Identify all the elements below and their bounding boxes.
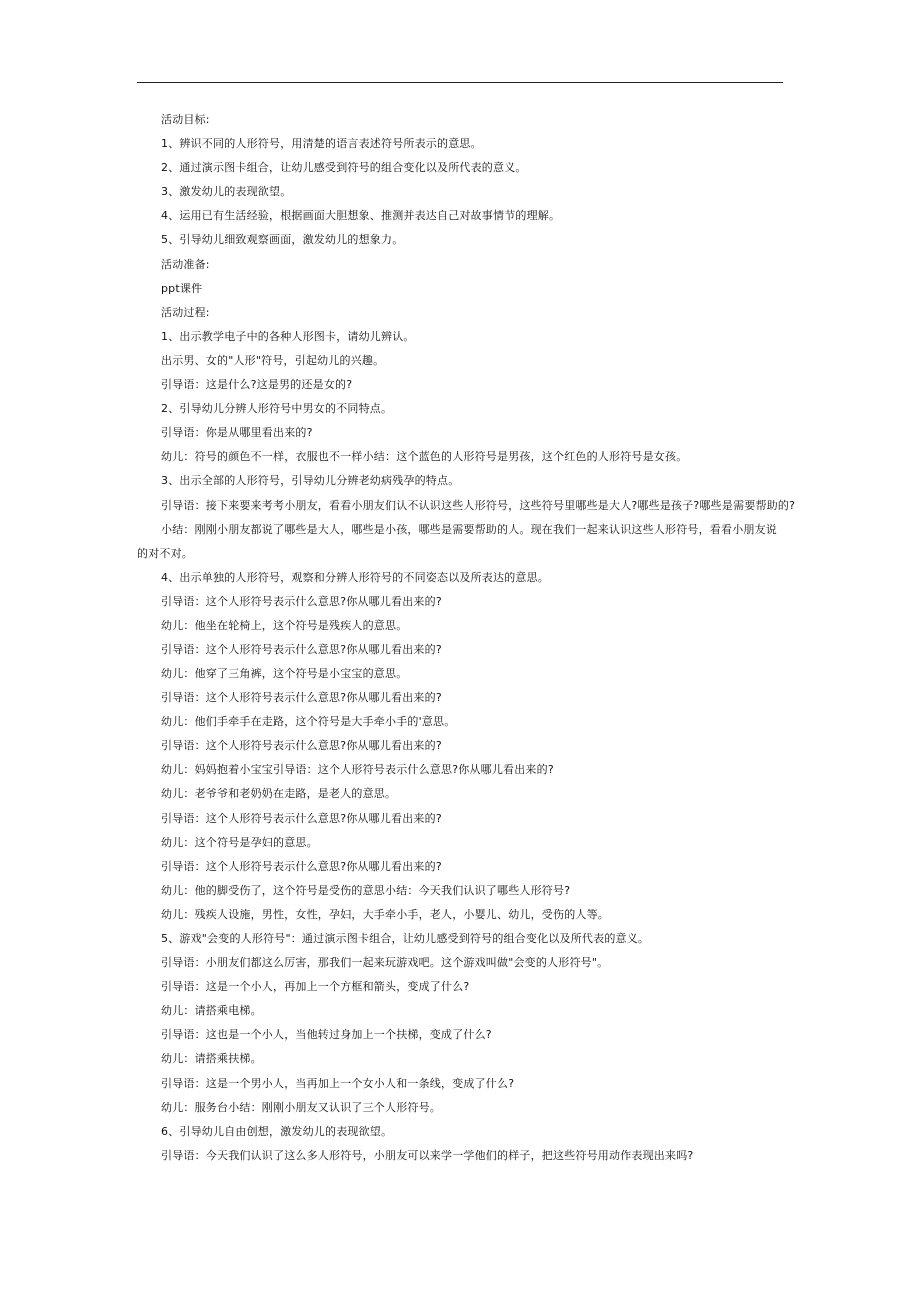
text-line: 幼儿：他坐在轮椅上，这个符号是残疾人的意思。 (161, 618, 408, 632)
text-line: 幼儿：老爷爷和老奶奶在走路，是老人的意思。 (161, 787, 397, 801)
text-line: 引导语：这是一个男小人，当再加上一个女小人和一条线，变成了什么? (161, 1076, 515, 1090)
section-heading-process: 活动过程: (161, 305, 210, 319)
text-line: 幼儿：请搭乘电梯。 (161, 1004, 262, 1018)
text-line: 引导语：这个人形符号表示什么意思?你从哪儿看出来的? (161, 811, 442, 825)
text-line: 引导语：这个人形符号表示什么意思?你从哪儿看出来的? (161, 642, 442, 656)
header-rule (137, 82, 783, 83)
goal-item-2: 2、通过演示图卡组合，让幼儿感受到符号的组合变化以及所代表的意义。 (161, 161, 527, 175)
text-line: 引导语：这是一个小人，再加上一个方框和箭头，变成了什么? (161, 980, 470, 994)
text-line: 幼儿：服务台小结：刚刚小朋友又认识了三个人形符号。 (161, 1100, 441, 1114)
text-line: 引导语：这是什么?这是男的还是女的? (161, 378, 353, 392)
document-body (137, 112, 796, 1172)
process-step-6: 6、引导幼儿自由创想，激发幼儿的表现欲望。 (161, 1124, 393, 1138)
text-line: 幼儿：他穿了三角裤，这个符号是小宝宝的意思。 (161, 666, 408, 680)
process-step-4: 4、出示单独的人形符号，观察和分辨人形符号的不同姿态以及所表达的意思。 (161, 570, 549, 584)
text-line: 引导语：这个人形符号表示什么意思?你从哪儿看出来的? (161, 859, 442, 873)
text-line: 幼儿：请搭乘扶梯。 (161, 1052, 262, 1066)
summary-paragraph: 小结：刚刚小朋友都说了哪些是大人，哪些是小孩，哪些是需要帮助的人。现在我们一起来认识这些人形符号，看看小朋友说的对不对。 (137, 522, 777, 560)
process-step-2: 2、引导幼儿分辨人形符号中男女的不同特点。 (161, 402, 393, 416)
text-line: 引导语：这个人形符号表示什么意思?你从哪儿看出来的? (161, 594, 442, 608)
text-line: 出示男、女的"人形"符号，引起幼儿的兴趣。 (161, 353, 385, 367)
text-line: 幼儿：这个符号是孕妇的意思。 (161, 835, 318, 849)
section-heading-goals: 活动目标: (161, 113, 210, 126)
text-line: 引导语：这个人形符号表示什么意思?你从哪儿看出来的? (161, 691, 442, 705)
goal-item-5: 5、引导幼儿细致观察画面，激发幼儿的想象力。 (161, 233, 404, 247)
text-line: 引导语：小朋友们都这么厉害，那我们一起来玩游戏吧。这个游戏叫做"会变的人形符号"。 (161, 956, 609, 970)
text-line: 引导语：这也是一个小人，当他转过身加上一个扶梯，变成了什么? (161, 1028, 492, 1042)
section-heading-preparation: 活动准备: (161, 257, 210, 271)
text-line: 幼儿：妈妈抱着小宝宝引导语：这个人形符号表示什么意思?你从哪儿看出来的? (161, 763, 554, 777)
text-line: 引导语：你是从哪里看出来的? (161, 426, 313, 440)
goal-item-1: 1、辨识不同的人形符号，用清楚的语言表述符号所表示的意思。 (161, 137, 482, 151)
goal-item-3: 3、激发幼儿的表现欲望。 (161, 185, 292, 199)
text-line: 引导语：接下来要来考考小朋友，看看小朋友们认不认识这些人形符号，这些符号里哪些是大人?哪些是孩子?哪些是需要帮助的? (161, 498, 796, 512)
text-line: 引导语：这个人形符号表示什么意思?你从哪儿看出来的? (161, 739, 442, 753)
process-step-5: 5、游戏"会变的人形符号"：通过演示图卡组合，让幼儿感受到符号的组合变化以及所代表的意义。 (161, 932, 650, 945)
text-line: 幼儿：残疾人设施，男性，女性，孕妇，大手牵小手，老人，小婴儿、幼儿，受伤的人等。 (161, 907, 609, 921)
text-line: 幼儿：他的脚受伤了，这个符号是受伤的意思小结：今天我们认识了哪些人形符号? (161, 883, 571, 897)
goal-item-4: 4、运用已有生活经验，根据画面大胆想象、推测并表达自己对故事情节的理解。 (161, 209, 561, 223)
text-line: 引导语：今天我们认识了这么多人形符号，小朋友可以来学一学他们的样子，把这些符号用动作表现出来吗? (161, 1148, 694, 1162)
text-line: 幼儿：符号的颜色不一样，衣服也不一样小结：这个蓝色的人形符号是男孩，这个红色的人形符号是女孩。 (161, 450, 688, 464)
process-step-3: 3、出示全部的人形符号，引导幼儿分辨老幼病残孕的特点。 (161, 474, 460, 488)
text-line: 幼儿：他们手牵手在走路，这个符号是大手牵小手的'意思。 (161, 715, 456, 729)
preparation-item: ppt课件 (161, 281, 203, 295)
process-step-1: 1、出示教学电子中的各种人形图卡，请幼儿辨认。 (161, 329, 415, 343)
